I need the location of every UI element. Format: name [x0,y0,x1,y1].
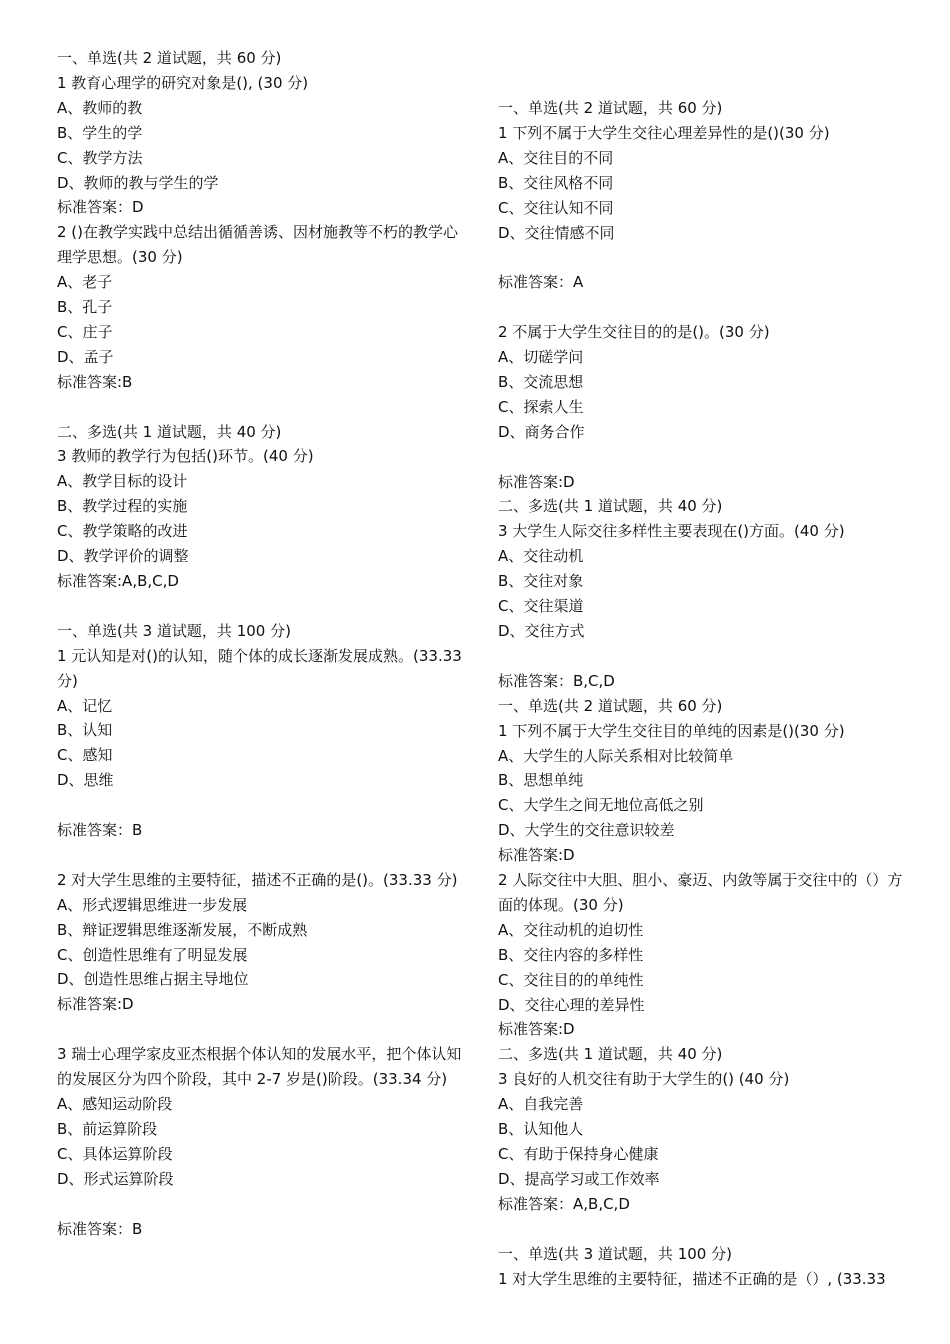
text-line: D、教学评价的调整 [57,547,189,566]
text-line: C、交往渠道 [498,597,584,616]
text-line: C、大学生之间无地位高低之别 [498,796,704,815]
text-line: C、教学策略的改进 [57,522,188,541]
text-line: A、老子 [57,273,113,292]
text-line: B、认知 [57,721,113,740]
text-line: D、商务合作 [498,422,585,441]
text-line: B、交往对象 [498,572,584,591]
right-column [498,96,910,1291]
text-line: 3 教师的教学行为包括()环节。(40 分) [57,447,314,466]
text-line: B、认知他人 [498,1120,584,1139]
text-line: D、教师的教与学生的学 [57,173,219,192]
text-line: A、交往目的不同 [498,148,614,167]
text-line: 2 不属于大学生交往目的的是()。(30 分) [498,323,770,342]
text-line: 一、单选(共 2 道试题，共 60 分) [57,49,282,67]
text-line: 二、多选(共 1 道试题，共 40 分) [498,1045,723,1064]
text-line [498,1217,910,1242]
text-line: B、学生的学 [57,123,143,142]
text-line: A、感知运动阶段 [57,1094,173,1113]
text-line: C、交往认知不同 [498,198,614,217]
text-line [57,395,469,420]
text-line: 2 人际交往中大胆、胆小、豪迈、内敛等属于交往中的（）方面的体现。(30 分) [498,871,903,914]
text-line [57,1192,469,1217]
text-line: 二、多选(共 1 道试题，共 40 分) [498,497,723,516]
text-line: B、教学过程的实施 [57,497,188,516]
text-line: 一、单选(共 3 道试题，共 100 分) [498,1244,732,1263]
left-column [57,46,469,1241]
text-line: D、提高学习或工作效率 [498,1169,660,1188]
text-line: 标准答案:D [498,472,575,491]
text-line: 标准答案:A,B,C,D [57,572,179,591]
text-line: C、创造性思维有了明显发展 [57,945,248,964]
text-line: D、交往情感不同 [498,223,615,242]
text-line: 标准答案:B [57,372,133,391]
text-line: A、交往动机的迫切性 [498,920,644,939]
text-line: 2 对大学生思维的主要特征，描述不正确的是()。(33.33 分) [57,870,458,889]
text-line: A、教学目标的设计 [57,472,188,491]
text-line: A、大学生的人际关系相对比较简单 [498,746,734,765]
text-line: C、教学方法 [57,148,143,167]
text-line: 标准答案：A [498,273,584,292]
text-line: B、交往风格不同 [498,173,614,192]
text-line: 标准答案：B [57,1219,143,1238]
text-line: A、教师的教 [57,98,143,117]
text-line: 一、单选(共 2 道试题，共 60 分) [498,99,723,117]
text-line: 1 教育心理学的研究对象是(), (30 分) [57,73,309,92]
text-line: C、感知 [57,746,113,765]
text-line: C、庄子 [57,322,113,341]
text-line: 标准答案：A,B,C,D [498,1194,630,1213]
text-line: 标准答案:D [498,846,575,865]
text-line: 3 大学生人际交往多样性主要表现在()方面。(40 分) [498,522,845,541]
text-line [57,594,469,619]
text-line: D、交往心理的差异性 [498,995,645,1014]
text-line: 3 瑞士心理学家皮亚杰根据个体认知的发展水平，把个体认知的发展区分为四个阶段，其中 2-7 岁是()阶段。(33.34 分) [57,1045,462,1089]
text-line [498,644,910,669]
text-line: 2 ()在教学实践中总结出循循善诱、因材施教等不朽的教学心理学思想。(30 分) [57,223,459,267]
text-line: C、具体运算阶段 [57,1144,173,1163]
text-line: D、交往方式 [498,621,585,640]
text-line: 1 对大学生思维的主要特征，描述不正确的是（）, (33.33 [498,1269,886,1288]
text-line: C、探索人生 [498,397,584,416]
text-line: A、切磋学问 [498,348,584,367]
text-line: 1 元认知是对()的认知，随个体的成长逐渐发展成熟。(33.33 分) [57,646,462,690]
text-line: A、形式逻辑思维进一步发展 [57,895,248,914]
text-line: B、辩证逻辑思维逐渐发展，不断成熟 [57,920,308,939]
text-line: B、交流思想 [498,372,584,391]
text-line: 一、单选(共 2 道试题，共 60 分) [498,696,723,715]
text-line [57,843,469,868]
text-line [498,245,910,270]
text-line: C、有助于保持身心健康 [498,1145,659,1163]
text-line: A、交往动机 [498,547,584,566]
text-line: D、创造性思维占据主导地位 [57,970,249,989]
text-line [498,295,910,320]
text-line: A、记忆 [57,696,113,715]
text-line: B、交往内容的多样性 [498,945,644,964]
text-line: B、思想单纯 [498,771,584,790]
text-line: 1 下列不属于大学生交往心理差异性的是()(30 分) [498,123,830,142]
text-line: B、孔子 [57,298,113,317]
text-line: 二、多选(共 1 道试题，共 40 分) [57,422,282,441]
text-line: A、自我完善 [498,1095,584,1114]
text-line: 标准答案：B [57,821,143,840]
text-line [57,793,469,818]
text-line: 标准答案:D [498,1020,575,1039]
text-line: 3 良好的人机交往有助于大学生的() (40 分) [498,1070,790,1089]
text-line: D、思维 [57,771,114,790]
text-line: 标准答案：D [57,198,144,217]
text-line [57,1017,469,1042]
text-line: D、孟子 [57,347,114,366]
text-line: C、交往目的的单纯性 [498,970,644,989]
text-line: 一、单选(共 3 道试题，共 100 分) [57,621,291,640]
text-line: 标准答案：B,C,D [498,671,615,690]
text-line: B、前运算阶段 [57,1119,158,1138]
text-line: D、大学生的交往意识较差 [498,821,675,840]
text-line: D、形式运算阶段 [57,1169,174,1188]
text-line: 标准答案:D [57,995,134,1014]
text-line: 1 下列不属于大学生交往目的单纯的因素是()(30 分) [498,721,845,740]
text-line [498,445,910,470]
